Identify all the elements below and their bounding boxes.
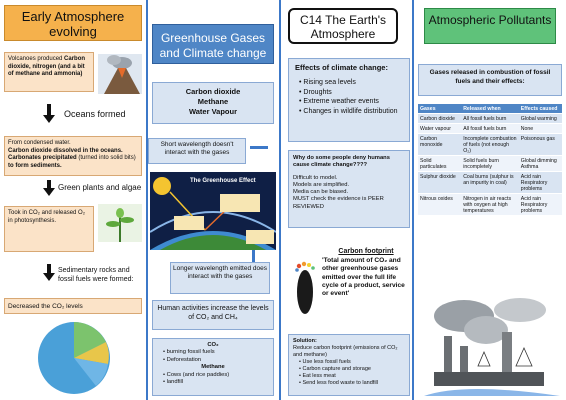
short-arrow	[250, 146, 268, 149]
table-cell: Water vapour	[418, 124, 461, 134]
list-item: • Eat less meat	[299, 373, 405, 380]
sedimentary-label: Sedimentary rocks and fossil fuels were formed:	[58, 267, 134, 283]
greenhouse-gases-box	[152, 82, 274, 124]
table-cell: Incomplete combustion of fuels (not enough O₂)	[461, 134, 519, 156]
down-arrow-1-head	[43, 115, 55, 123]
carbon-footprint-section	[322, 248, 410, 330]
table-row	[418, 172, 562, 194]
effects-list	[295, 78, 403, 116]
carbon-footprint-definition: 'Total amount of CO₂ and other greenhouse gases emitted over the full life cycle of a product, service or event'	[322, 257, 405, 298]
atmosphere-pie-image	[36, 320, 116, 396]
early-atmosphere-title: Early Atmosphere evolving	[4, 5, 142, 41]
solution-text: Reduce carbon footprint (emissions of CO₂ and methane)	[293, 345, 398, 358]
table-cell: Nitrogen in air reacts with oxygen at high temperatures	[461, 194, 519, 216]
human-activities-box: Human activities increase the levels of CO₂ and CH₄	[152, 300, 274, 330]
volcano-image	[98, 54, 142, 94]
list-item: • Deforestation	[163, 357, 263, 364]
co2-sources-heading: CO₂	[207, 342, 219, 348]
solution-list	[293, 359, 405, 387]
list-item: • Cows (and rice paddies)	[163, 372, 263, 379]
denial-line: Media can be biased.	[293, 189, 349, 196]
table-cell: Poisonous gas	[519, 134, 562, 156]
gas-water-vapour: Water Vapour	[188, 107, 238, 116]
combustion-heading-box: Gases released in combustion of fossil fuels and their effects:	[418, 64, 562, 96]
list-item: • Rising sea levels	[299, 78, 403, 88]
table-cell: Carbon monoxide	[418, 134, 461, 156]
effects-heading: Effects of climate change:	[295, 63, 388, 72]
list-item: • Extreme weather events	[299, 97, 403, 107]
list-item: • Use less fossil fuels	[299, 359, 405, 366]
table-row	[418, 156, 562, 172]
denial-question: Why do some people deny humans cause climate change????	[293, 155, 390, 169]
table-cell: Global warming	[519, 114, 562, 124]
table-cell: Solid particulates	[418, 156, 461, 172]
pollutants-title: Atmospheric Pollutants	[424, 8, 556, 44]
denial-line: Models are simplified.	[293, 181, 350, 188]
gas-methane: Methane	[197, 97, 229, 106]
table-row	[418, 134, 562, 156]
list-item: • burning fossil fuels	[163, 349, 263, 356]
effects-box	[288, 58, 410, 142]
table-cell: Nitrous oxides	[418, 194, 461, 216]
pollutants-table-wrap	[418, 104, 562, 216]
table-cell: Global dimming Asthma	[519, 156, 562, 172]
table-cell: Carbon dioxide	[418, 114, 461, 124]
greenhouse-effect-diagram	[150, 172, 276, 250]
condensed-water-box: From condensed water. Carbon dioxide dissolved in the oceans. Carbonates precipitated (turned into solid bits) to form sediments.	[4, 136, 142, 176]
column-divider-1	[146, 0, 148, 400]
table-header-cell: Effects caused	[519, 104, 562, 114]
table-header-cell: Released when	[461, 104, 519, 114]
oceans-label: Oceans formed	[64, 109, 126, 119]
table-cell: Coal burns (sulphur is an impurity in coal)	[461, 172, 519, 194]
decreased-co2-box: Decreased the CO₂ levels	[4, 298, 142, 314]
methane-sources-list	[163, 372, 263, 387]
table-header-row	[418, 104, 562, 114]
table-cell: All fossil fuels burn	[461, 124, 519, 134]
factory-pollution-image	[424, 292, 560, 396]
volcano-box: Volcanoes produced Carbon dioxide, nitrogen (and a bit of methane and ammonia)	[4, 52, 94, 92]
pollutants-table	[418, 104, 562, 216]
table-row	[418, 114, 562, 124]
greenhouse-effect-label: The Greenhouse Effect	[190, 178, 256, 184]
list-item: • Send less food waste to landfill	[299, 380, 405, 387]
denial-line: Difficult to model.	[293, 174, 338, 181]
methane-sources-heading: Methane	[201, 364, 225, 371]
carbon-footprint-heading: Carbon footprint	[338, 248, 394, 255]
denial-box	[288, 150, 410, 228]
photosynthesis-box: Took in CO₂ and released O₂ in photosynthesis.	[4, 206, 94, 252]
solution-heading: Solution:	[293, 338, 317, 344]
solution-box	[288, 334, 410, 396]
table-row	[418, 194, 562, 216]
list-item: • Changes in wildlife distribution	[299, 107, 403, 117]
plants-label: Green plants and algae	[58, 183, 142, 192]
sources-box	[152, 338, 274, 396]
short-wavelength-box: Short wavelength doesn't interact with the gases	[148, 138, 246, 164]
table-header-cell: Gases	[418, 104, 461, 114]
longer-wavelength-box: Longer wavelength emitted does interact with the gases	[170, 262, 270, 294]
table-cell: Acid rain Respiratory problems	[519, 172, 562, 194]
column-divider-3	[412, 0, 414, 400]
table-cell: None	[519, 124, 562, 134]
gas-carbon-dioxide: Carbon dioxide	[185, 87, 241, 96]
table-cell: All fossil fuels burn	[461, 114, 519, 124]
greenhouse-title: Greenhouse Gases and Climate change	[152, 24, 274, 64]
co2-sources-list	[163, 349, 263, 364]
list-item: • Droughts	[299, 88, 403, 98]
footprint-image	[294, 258, 316, 320]
denial-line: MUST check the evidence is PEER REVIEWED	[293, 196, 384, 210]
list-item: • landfill	[163, 379, 263, 386]
table-cell: Sulphur dioxide	[418, 172, 461, 194]
algae-image	[98, 204, 142, 242]
list-item: • Carbon capture and storage	[299, 366, 405, 373]
table-cell: Acid rain Respiratory problems	[519, 194, 562, 216]
down-arrow-3-head	[43, 273, 55, 281]
table-cell: Solid fuels burn incompletely	[461, 156, 519, 172]
down-arrow-2-head	[43, 188, 55, 196]
earths-atmosphere-title: C14 The Earth's Atmosphere	[288, 8, 398, 44]
column-divider-2	[279, 0, 281, 400]
table-row	[418, 124, 562, 134]
